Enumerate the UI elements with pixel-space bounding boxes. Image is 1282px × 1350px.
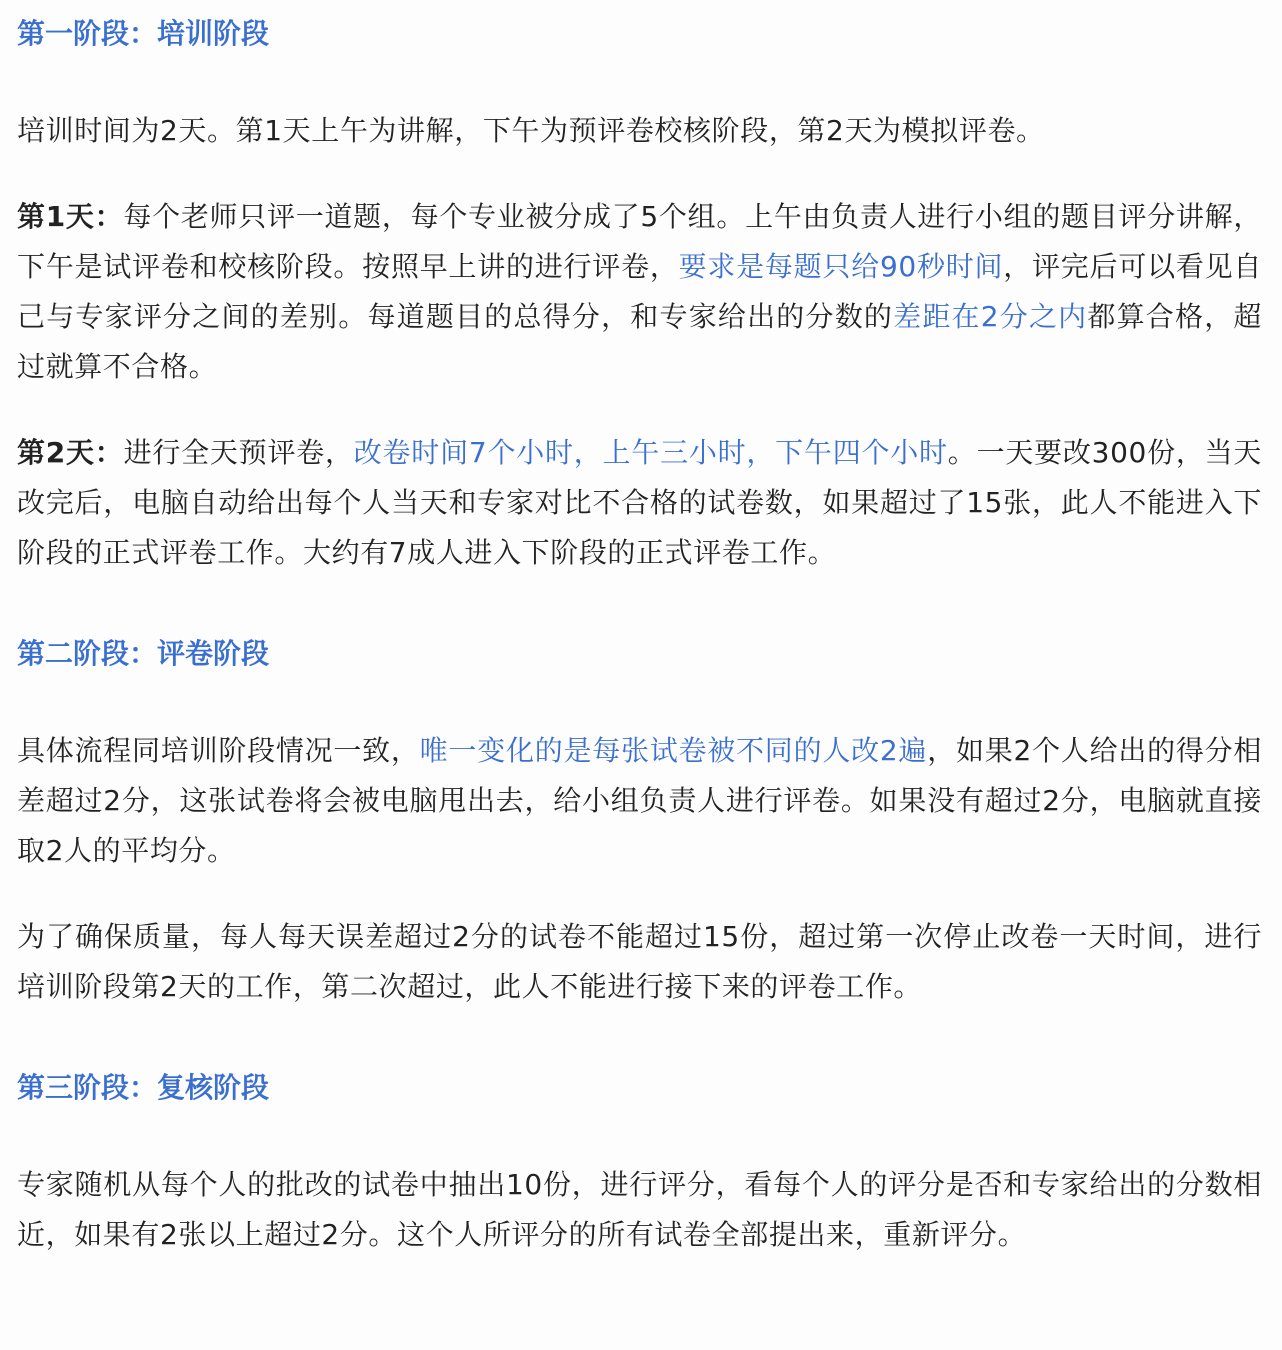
stage2-heading: 第二阶段：评卷阶段 [17,637,270,670]
stage1-heading: 第一阶段：培训阶段 [17,17,270,50]
day1-label: 第1天： [17,200,124,233]
day1-text-b: ，评完后可以看见自己与专家评分之间的差别。每道题目的总得分，和专家给出的分数的 [17,250,1262,333]
quality-paragraph: 为了确保质量，每人每天误差超过2分的试卷不能超过15份，超过第一次停止改卷一天时间，进行培训阶段第2天的工作，第二次超过，此人不能进行接下来的评卷工作。 [17,920,1262,1003]
review-paragraph: 专家随机从每个人的批改的试卷中抽出10份，进行评分，看每个人的评分是否和专家给出的分数相近，如果有2张以上超过2分。这个人所评分的所有试卷全部提出来，重新评分。 [17,1168,1262,1251]
day1-highlight-b: 差距在2分之内 [893,300,1088,333]
day1-paragraph [17,192,1262,392]
day1-highlight-a: 要求是每题只给90秒时间 [678,250,1004,283]
day2-label: 第2天： [17,436,124,469]
flow-text-a: 具体流程同培训阶段情况一致， [17,734,420,767]
day2-paragraph [17,428,1262,578]
day1-text-c: 都算合格，超过就算不合格。 [17,300,1262,383]
day2-text-a: 进行全天预评卷， [123,436,354,469]
day2-text-b: 。一天要改300份，当天改完后，电脑自动给出每个人当天和专家对比不合格的试卷数，如果超过了15张，此人不能进入下阶段的正式评卷工作。大约有7成人进入下阶段的正式评卷工作。 [17,436,1262,569]
day1-text-a: 每个老师只评一道题，每个专业被分成了5个组。上午由负责人进行小组的题目评分讲解，下午是试评卷和校核阶段。按照早上讲的进行评卷， [17,200,1262,283]
flow-highlight-a: 唯一变化的是每张试卷被不同的人改2遍 [419,734,928,767]
training-time-paragraph: 培训时间为2天。第1天上午为讲解，下午为预评卷校核阶段，第2天为模拟评卷。 [17,114,1045,147]
stage2-flow-paragraph [17,726,1262,876]
stage3-heading: 第三阶段：复核阶段 [17,1071,270,1104]
day2-highlight-a: 改卷时间7个小时，上午三小时，下午四个小时 [353,436,948,469]
flow-text-b: ，如果2个人给出的得分相差超过2分，这张试卷将会被电脑甩出去，给小组负责人进行评卷。如果没有超过2分，电脑就直接取2人的平均分。 [17,734,1262,867]
